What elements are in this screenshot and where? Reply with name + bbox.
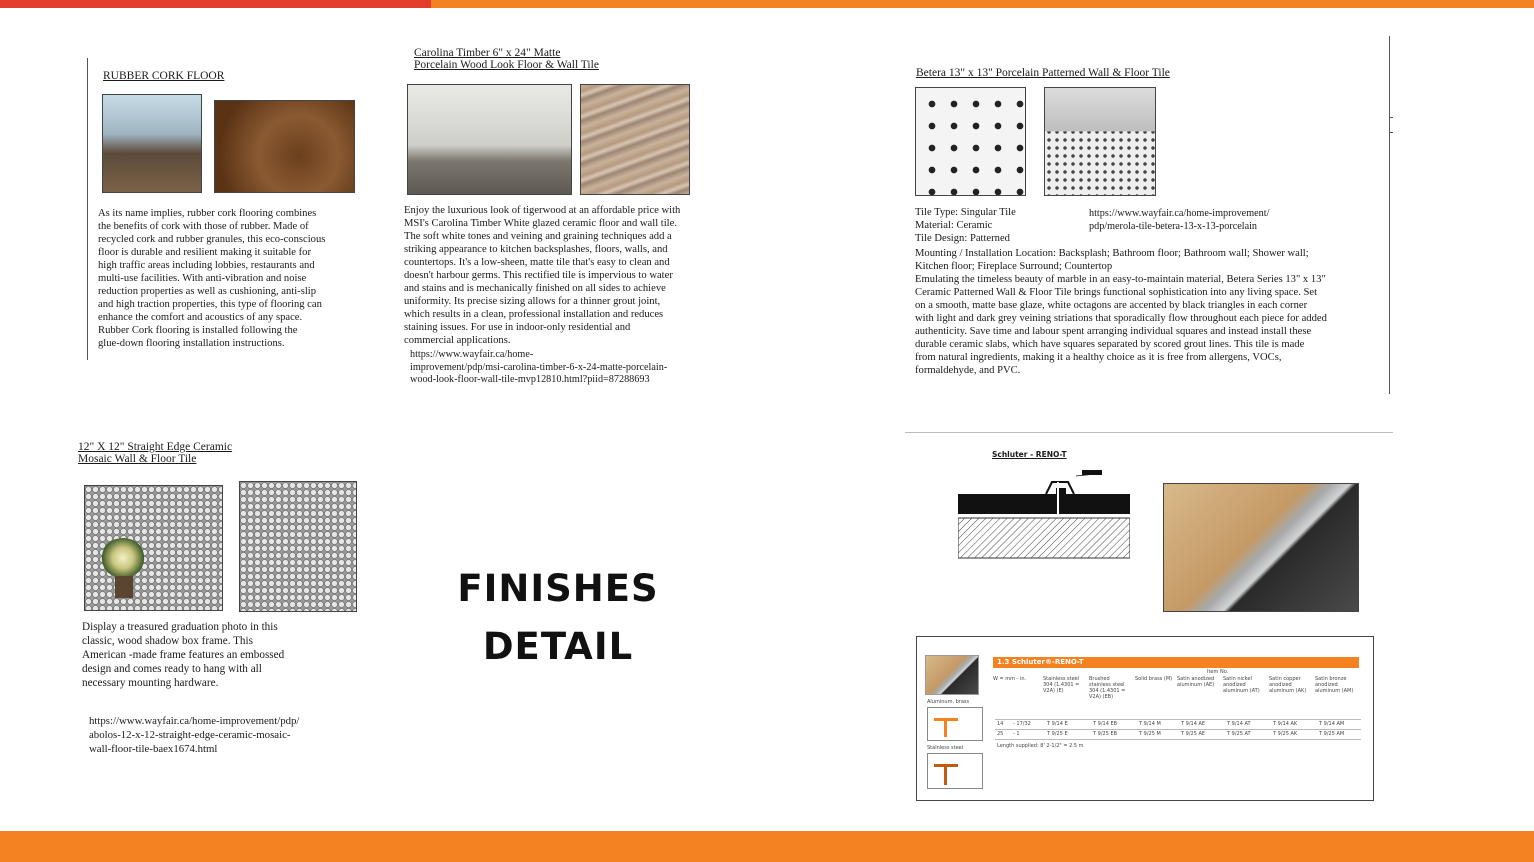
schluter-side-label-aluminum: Aluminum, brass xyxy=(927,699,970,705)
mosaic-tile-swatch xyxy=(239,481,357,612)
betera-tile-swatch xyxy=(915,87,1026,196)
betera-specs: Tile Type: Singular Tile Material: Ceramic Tile Design: Patterned xyxy=(915,207,1016,244)
schluter-table-title: 1.3 Schluter®-RENO-T xyxy=(993,657,1359,668)
rubber-cork-divider xyxy=(87,58,88,360)
bottom-bar xyxy=(0,831,1534,862)
betera-photo-kitchen xyxy=(1044,87,1156,196)
schluter-th-1: Stainless steel 304 (1.4301 = V2A) (E) xyxy=(1043,676,1080,694)
schluter-th-4: Satin anodized aluminum (AE) xyxy=(1177,676,1215,688)
schluter-divider xyxy=(905,432,1393,433)
schluter-profile-diagram-1 xyxy=(927,707,983,741)
schluter-length-supplied: Length supplied: 8' 2-1/2" = 2.5 m xyxy=(997,743,1084,749)
mosaic-url[interactable]: https://www.wayfair.ca/home-improvement/pdp/ abolos-12-x-12-straight-edge-ceramic-mosaic- wall-floor-tile-baex1674.html xyxy=(89,715,300,755)
schluter-table-item-no: Item No. xyxy=(1207,669,1229,675)
schluter-th-7: Satin bronze anodized aluminum (AM) xyxy=(1315,676,1354,694)
schluter-table-photo xyxy=(925,655,979,695)
betera-url[interactable]: https://www.wayfair.ca/home-improvement/ pdp/merola-tile-betera-13-x-13-porcelain xyxy=(1089,208,1270,232)
schluter-label: Schluter - RENO-T xyxy=(992,450,1067,459)
carolina-photo-hallway xyxy=(407,84,572,195)
schluter-th-2: Brushed stainless steel 304 (1.4301 = V2A) (EB) xyxy=(1089,676,1126,700)
schluter-th-5: Satin nickel anodized aluminum (AT) xyxy=(1223,676,1260,694)
betera-title: Betera 13" x 13" Porcelain Patterned Wall & Floor Tile xyxy=(916,67,1170,79)
carolina-url[interactable]: https://www.wayfair.ca/home- improvement/pdp/msi-carolina-timber-6-x-24-matte-porcelain- wood-look-floor-wall-tile-mvp12810.html?piid=87288693 xyxy=(410,349,668,385)
mosaic-description: Display a treasured graduation photo in this classic, wood shadow box frame. This American -made frame features an embossed design and comes ready to hang with all necessary mounting hardware. xyxy=(82,621,285,689)
mosaic-photo-with-flowers xyxy=(84,485,223,611)
rubber-cork-photo-floor xyxy=(214,100,355,193)
schluter-photo-transition xyxy=(1163,483,1359,612)
betera-tick-1 xyxy=(1390,117,1393,118)
flower-decoration xyxy=(101,538,145,578)
schluter-side-label-steel: Stainless steel xyxy=(927,745,964,751)
top-bar-red xyxy=(0,0,431,8)
schluter-spec-table xyxy=(916,636,1374,801)
betera-description: Mounting / Installation Location: Backsplash; Bathroom floor; Bathroom wall; Shower wall; Kitchen floor; Fireplace Surround; Countertop Emulating the timeless beauty of marble in an easy-to-maintain material, Betera Series 13" x 13" Ceramic Patterned Wall & Floor Tile brings functional sophistication into any living space. Set on a smooth, matte base glaze, white octagons are accented by black triangles in each corner with light and dark grey veining striations that sporadically flow throughout each piece for added authenticity. Save time and labour spent arranging individual squares and instead install these durable ceramic slabs, which have squares separated by scored grout lines. This tile is made from natural ingredients, making it a healthy choice as it is free from allergens, VOCs, formaldehyde, and PVC. xyxy=(915,248,1327,376)
carolina-title: Carolina Timber 6" x 24" Matte Porcelain Wood Look Floor & Wall Tile xyxy=(414,47,599,71)
betera-tick-2 xyxy=(1390,132,1393,133)
rubber-cork-description: As its name implies, rubber cork flooring combines the benefits of cork with those of rubber. Made of recycled cork and rubber granules, this eco-conscious floor is durable and resilient making it suitable for high traffic areas including lobbies, restaurants and multi-use facilities. With anti-vibration and noise reduction properties as well as cushioning, anti-slip and high traction properties, this type of flooring can enhance the comfort and acoustics of any space. Rubber Cork flooring is installed following the glue-down flooring installation instructions. xyxy=(98,208,326,349)
rubber-cork-photo-interior xyxy=(102,94,202,193)
carolina-description: Enjoy the luxurious look of tigerwood at an affordable price with MSI's Carolina Timber White glazed ceramic floor and wall tile. The soft white tones and veining and graining techniques add a striking appearance to kitchen backsplashes, floors, walls, and countertops. It's a low-sheen, matte tile that's easy to clean and doesn't harbour germs. This rectified tile is impervious to water and stains and is mechanically finished on all sides to achieve uniformity. Its precise sizing allows for a thinner grout joint, which results in a clean, professional installation and reduces staining issues. For use in indoor-only residential and commercial applications. xyxy=(404,205,681,346)
flower-vase xyxy=(115,576,133,598)
rubber-cork-title: RUBBER CORK FLOOR xyxy=(103,70,225,82)
schluter-th-3: Solid brass (M) xyxy=(1135,676,1173,682)
mosaic-title: 12" X 12" Straight Edge Ceramic Mosaic Wall & Floor Tile xyxy=(78,441,233,465)
betera-divider xyxy=(1389,36,1390,394)
table-row: 14 - 17/32 T 9/14 E T 9/14 EB T 9/14 M T 9/14 AE T 9/14 AT T 9/14 AK T 9/14 AM xyxy=(997,721,1345,727)
schluter-section-diagram xyxy=(958,468,1130,560)
carolina-photo-wood-tile xyxy=(580,84,690,195)
schluter-th-0: W = mm - in. xyxy=(993,676,1027,682)
table-row: 25 - 1 T 9/25 E T 9/25 EB T 9/25 M T 9/25 AE T 9/25 AT T 9/25 AK T 9/25 AM xyxy=(997,731,1345,737)
page-title: FINISHES DETAIL xyxy=(457,567,659,668)
top-bar-orange xyxy=(431,0,1534,8)
schluter-th-6: Satin copper anodized aluminum (AK) xyxy=(1269,676,1307,694)
schluter-table-header-row xyxy=(993,676,1363,710)
schluter-profile-diagram-2 xyxy=(927,753,983,789)
